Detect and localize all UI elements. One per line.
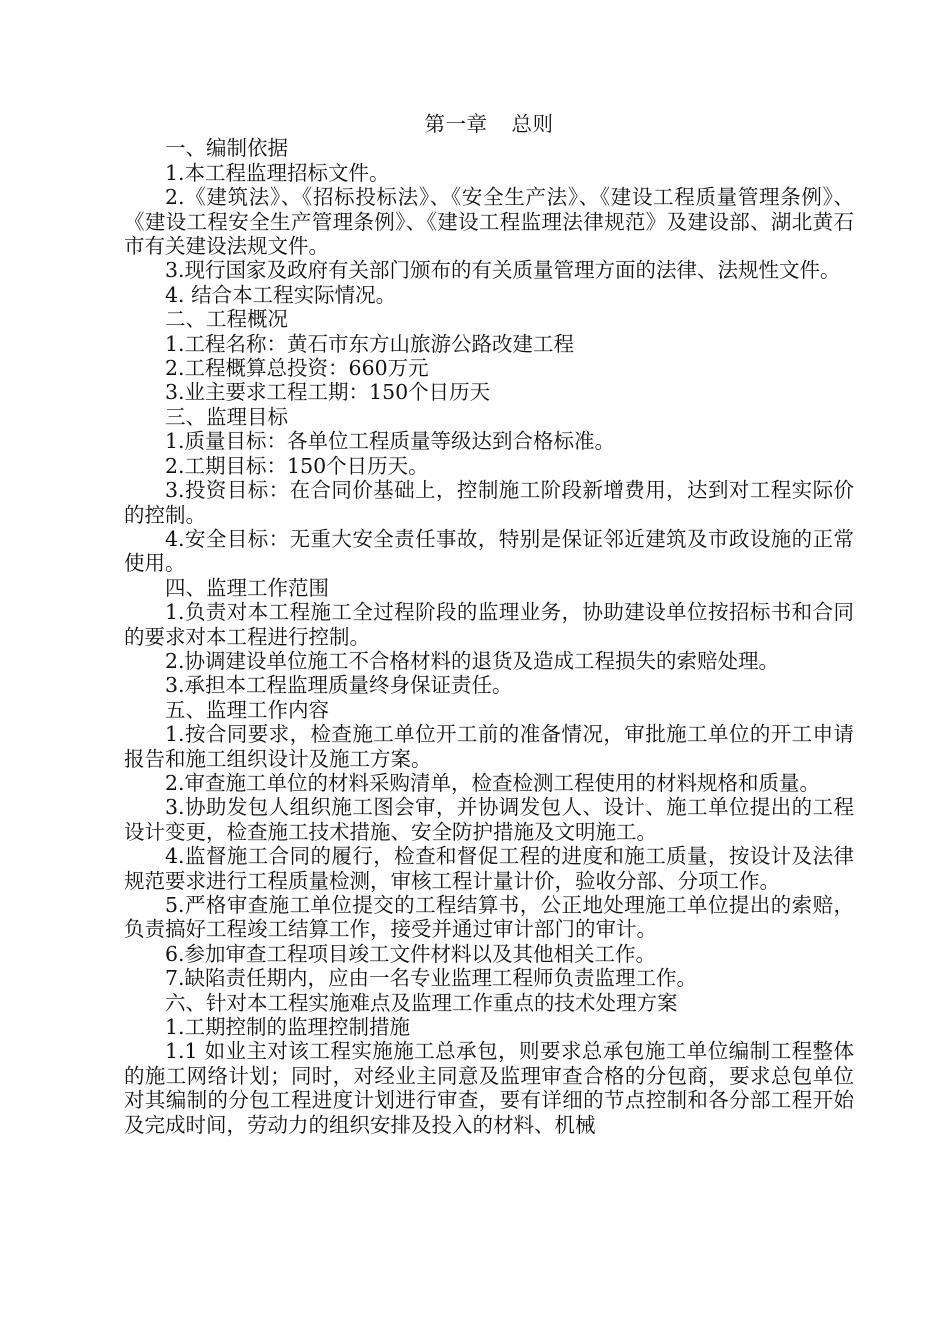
paragraph: 2.协调建设单位施工不合格材料的退货及造成工程损失的索赔处理。 xyxy=(165,648,780,673)
paragraph: 3.投资目标：在合同价基础上，控制施工阶段新增费用，达到对工程实际价的控制。 xyxy=(124,478,854,527)
paragraph: 1.按合同要求，检查施工单位开工前的准备情况，审批施工单位的开工申请报告和施工组织设计及施工方案。 xyxy=(124,722,854,771)
body-text xyxy=(124,136,854,1137)
section-heading: 三、监理目标 xyxy=(165,404,288,429)
section-heading: 二、工程概况 xyxy=(165,307,288,332)
paragraph: 5.严格审查施工单位提交的工程结算书，公正地处理施工单位提出的索赔，负责搞好工程竣工结算工作，接受并通过审计部门的审计。 xyxy=(124,893,854,942)
paragraph: 2.工期目标：150个日历天。 xyxy=(165,453,429,478)
section-heading: 六、针对本工程实施难点及监理工作重点的技术处理方案 xyxy=(165,990,678,1015)
paragraph: 3.协助发包人组织施工图会审，并协调发包人、设计、施工单位提出的工程设计变更，检查施工技术措施、安全防护措施及文明施工。 xyxy=(124,795,854,844)
chapter-title xyxy=(124,112,854,136)
paragraph: 1.本工程监理招标文件。 xyxy=(165,160,390,185)
section-heading: 五、监理工作内容 xyxy=(165,697,329,722)
paragraph: 1.工期控制的监理控制措施 xyxy=(165,1015,411,1040)
chapter-number: 第一章 xyxy=(424,112,488,136)
document-page xyxy=(124,112,854,1137)
paragraph: 3.承担本工程监理质量终身保证责任。 xyxy=(165,673,513,698)
paragraph: 4. 结合本工程实际情况。 xyxy=(165,282,397,307)
paragraph: 2.工程概算总投资：660万元 xyxy=(165,356,429,381)
paragraph: 1.1 如业主对该工程实施施工总承包，则要求总承包施工单位编制工程整体的施工网络计划；同时，对经业主同意及监理审查合格的分包商，要求总包单位对其编制的分包工程进度计划进行审查，要有详细的节点控制和各分部工程开始及完成时间，劳动力的组织安排及投入的材料、机械 xyxy=(124,1039,854,1137)
paragraph: 7.缺陷责任期内，应由一名专业监理工程师负责监理工作。 xyxy=(165,966,698,991)
section-heading: 四、监理工作范围 xyxy=(165,575,329,600)
paragraph: 1.质量目标：各单位工程质量等级达到合格标准。 xyxy=(165,429,616,454)
paragraph: 1.工程名称：黄石市东方山旅游公路改建工程 xyxy=(165,331,575,356)
paragraph: 4.安全目标：无重大安全责任事故，特别是保证邻近建筑及市政设施的正常使用。 xyxy=(124,526,854,576)
paragraph: 3.业主要求工程工期：150个日历天 xyxy=(165,380,491,405)
paragraph: 4.监督施工合同的履行，检查和督促工程的进度和施工质量，按设计及法律规范要求进行工程质量检测，审核工程计量计价，验收分部、分项工作。 xyxy=(124,844,854,893)
paragraph: 3.现行国家及政府有关部门颁布的有关质量管理方面的法律、法规性文件。 xyxy=(165,258,841,283)
paragraph: 1.负责对本工程施工全过程阶段的监理业务，协助建设单位按招标书和合同的要求对本工程进行控制。 xyxy=(124,600,854,649)
section-heading: 一、编制依据 xyxy=(165,136,288,161)
paragraph: 2.审查施工单位的材料采购清单，检查检测工程使用的材料规格和质量。 xyxy=(165,770,821,795)
paragraph: 6.参加审查工程项目竣工文件材料以及其他相关工作。 xyxy=(165,941,657,966)
chapter-name: 总则 xyxy=(511,112,554,136)
paragraph: 2.《建筑法》、《招标投标法》、《安全生产法》、《建设工程质量管理条例》、《建设工程安全生产管理条例》、《建设工程监理法律规范》及建设部、湖北黄石市有关建设法规文件。 xyxy=(124,185,854,259)
